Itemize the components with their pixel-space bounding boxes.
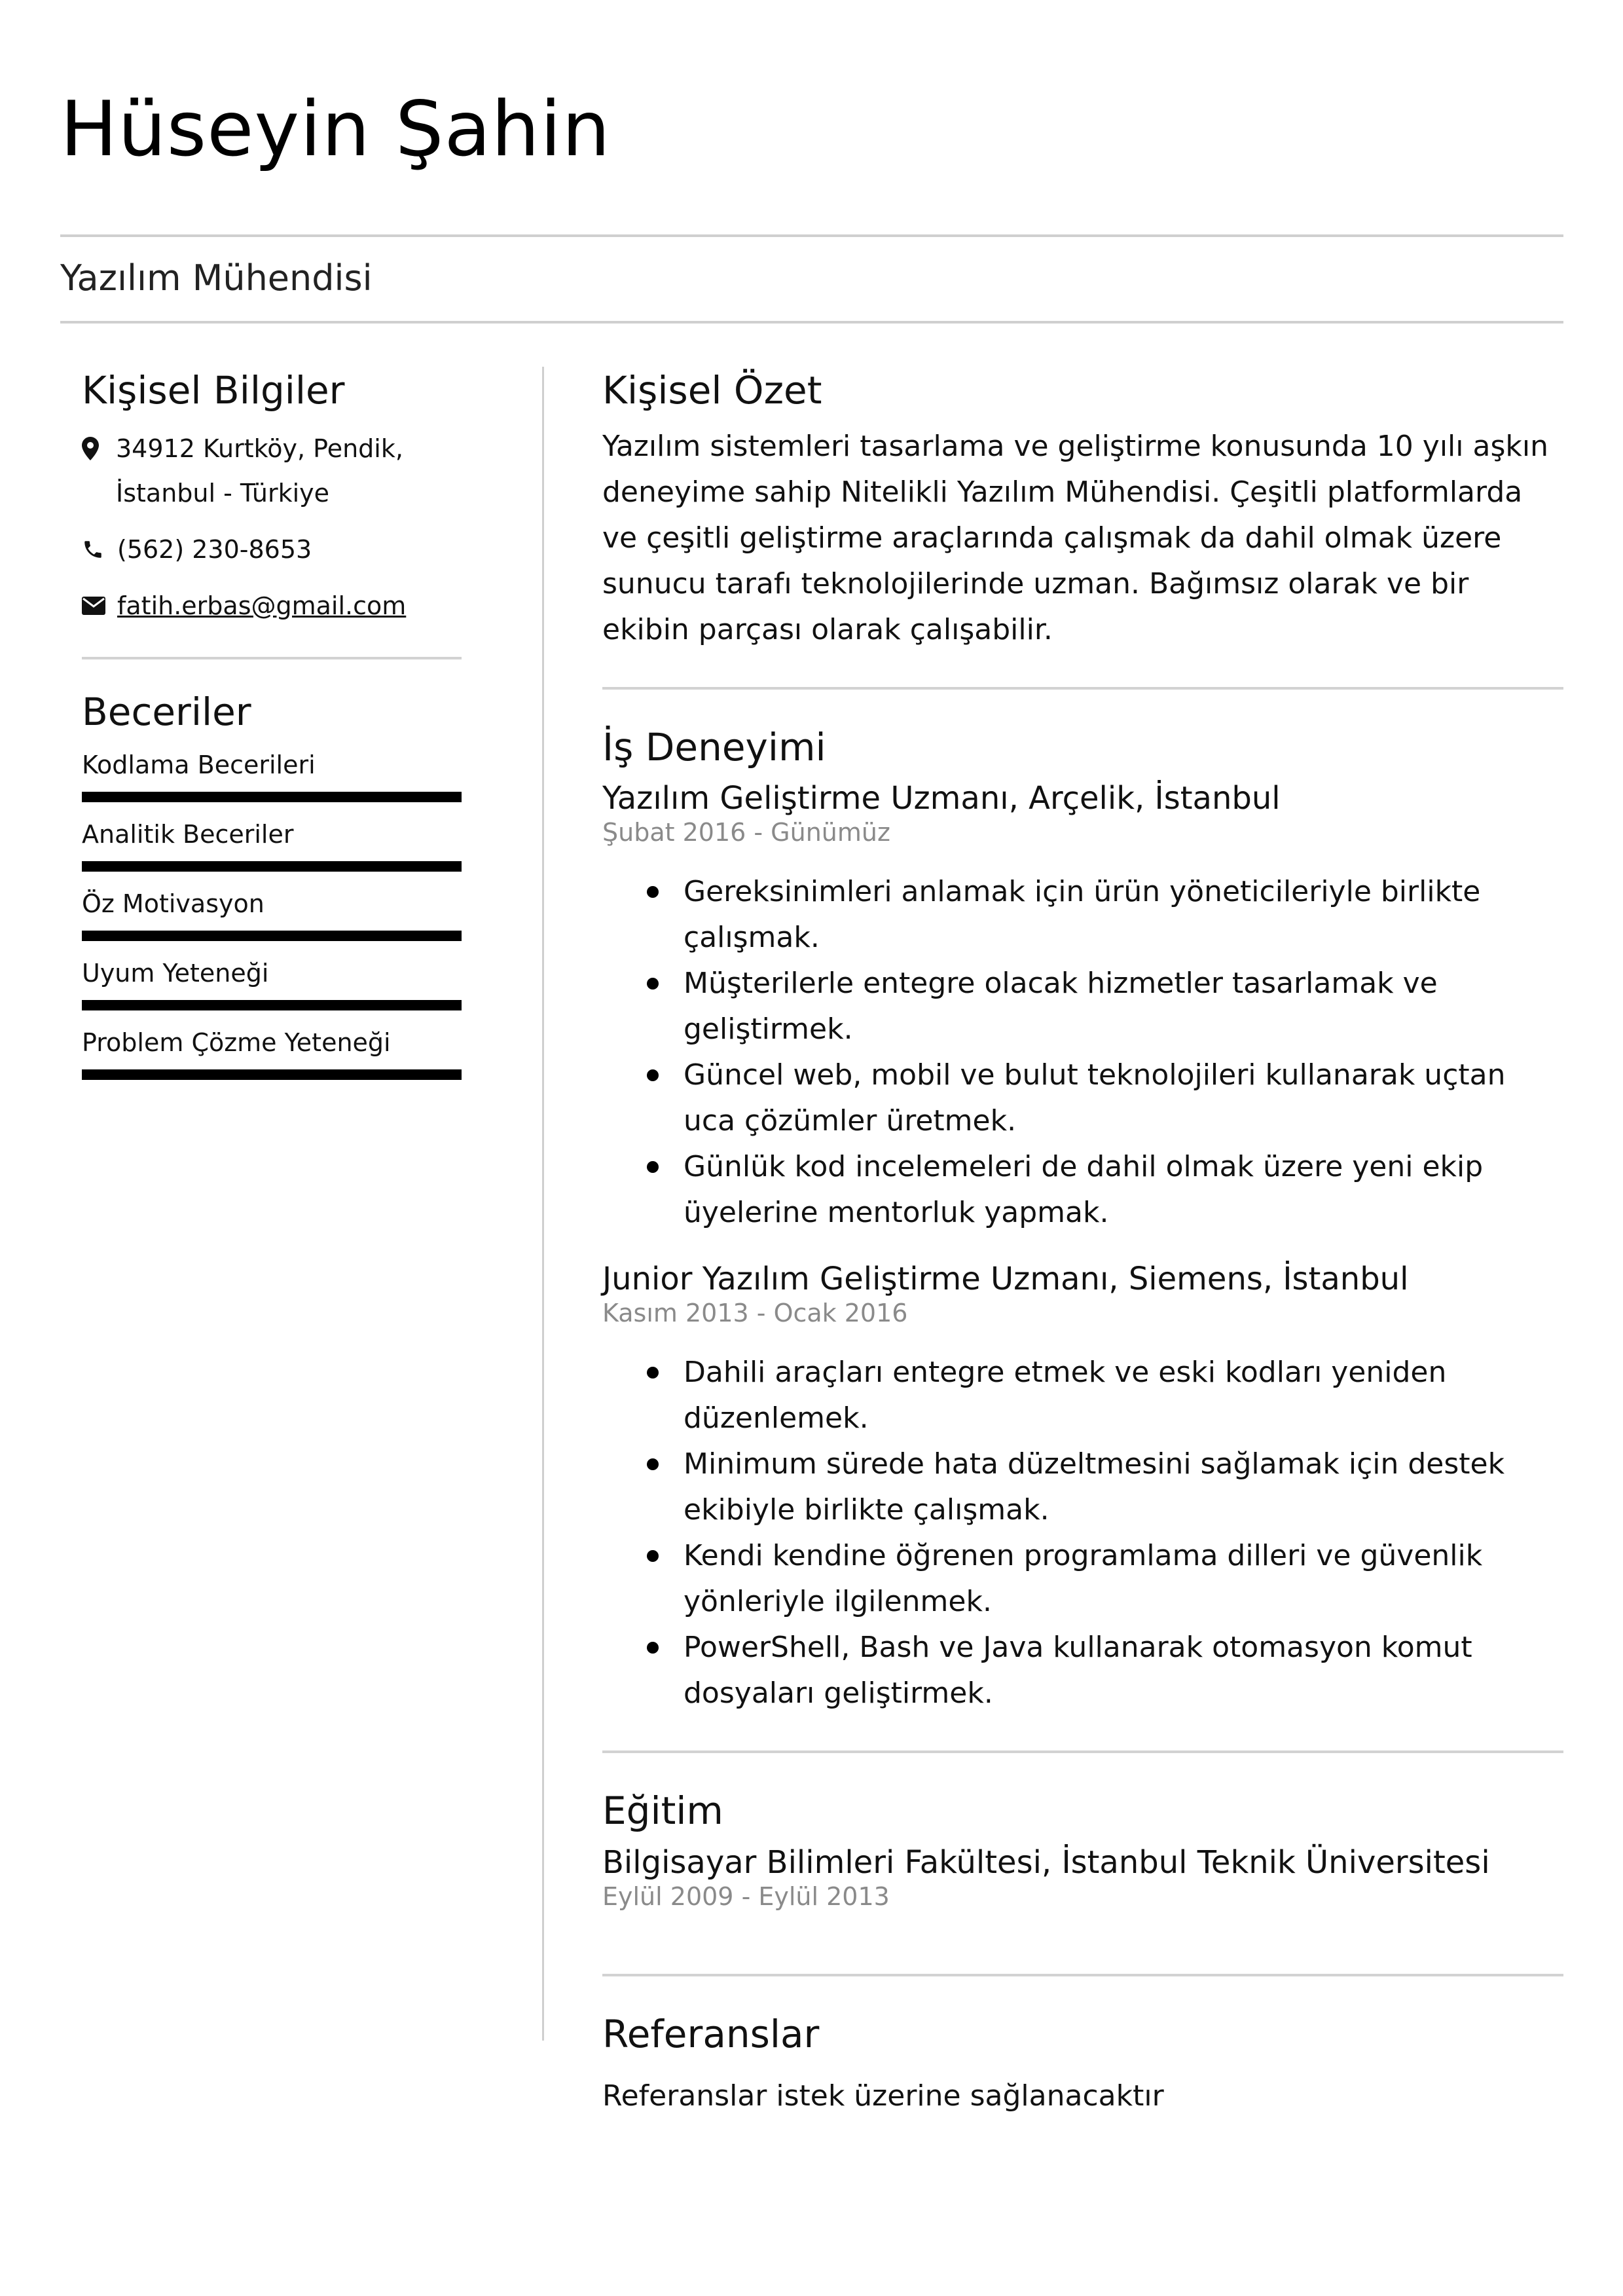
skill-label: Uyum Yeteneği <box>82 959 269 988</box>
skill-bar <box>82 861 462 872</box>
skill-bar <box>82 792 462 802</box>
list-item <box>602 1144 1563 1236</box>
email-row <box>82 583 462 628</box>
bullet-text: Müşterilerle entegre olacak hizmetler tasarlamak ve geliştirmek. <box>684 967 1438 1046</box>
job-dates: Şubat 2016 - Günümüz <box>602 818 890 847</box>
job-bullets <box>602 869 1563 1236</box>
email-link[interactable]: fatih.erbas@gmail.com <box>117 591 407 620</box>
bullet-dot-icon <box>647 1367 659 1379</box>
skill-item <box>82 819 462 872</box>
bullet-dot-icon <box>647 1069 659 1081</box>
email-link-wrapper <box>117 583 406 628</box>
envelope-icon <box>82 583 108 628</box>
list-item <box>602 1350 1563 1441</box>
personal-info-heading: Kişisel Bilgiler <box>82 368 345 413</box>
bullet-dot-icon <box>647 1642 659 1654</box>
bullet-dot-icon <box>647 1550 659 1562</box>
job-entry <box>602 779 1563 1236</box>
phone-icon <box>82 527 108 572</box>
address-line-2: İstanbul - Türkiye <box>116 478 330 508</box>
education-divider <box>602 1974 1563 1976</box>
phone-row <box>82 527 462 572</box>
job-dates: Kasım 2013 - Ocak 2016 <box>602 1299 908 1327</box>
bullet-text: Günlük kod incelemeleri de dahil olmak üzere yeni ekip üyelerine mentorluk yapmak. <box>684 1150 1484 1229</box>
header-divider-bottom <box>60 321 1563 324</box>
summary-divider <box>602 687 1563 690</box>
skill-label: Kodlama Becerileri <box>82 750 316 779</box>
bullet-text: Minimum sürede hata düzeltmesini sağlamak için destek ekibiyle birlikte çalışmak. <box>684 1447 1505 1527</box>
bullet-dot-icon <box>647 1458 659 1470</box>
bullet-dot-icon <box>647 886 659 898</box>
left-column <box>82 367 462 1080</box>
right-column <box>602 367 1563 2119</box>
address-line-1: 34912 Kurtköy, Pendik, <box>116 434 403 463</box>
list-item <box>602 961 1563 1052</box>
job-bullets <box>602 1350 1563 1716</box>
column-divider <box>542 367 544 2041</box>
list-item <box>602 1533 1563 1625</box>
education-heading: Eğitim <box>602 1788 723 1833</box>
address-row <box>82 426 462 515</box>
left-divider <box>82 657 462 659</box>
bullet-text: Gereksinimleri anlamak için ürün yöneticileriyle birlikte çalışmak. <box>684 875 1481 954</box>
job-title: Yazılım Mühendisi <box>60 257 373 299</box>
references-text: Referanslar istek üzerine sağlanacaktır <box>602 2079 1164 2113</box>
references-heading: Referanslar <box>602 2011 820 2056</box>
bullet-text: Dahili araçları entegre etmek ve eski kodları yeniden düzenlemek. <box>684 1356 1447 1435</box>
candidate-name: Hüseyin Şahin <box>60 85 611 174</box>
skill-label: Problem Çözme Yeteneği <box>82 1028 391 1057</box>
skill-item <box>82 1028 462 1080</box>
job-role: Junior Yazılım Geliştirme Uzmanı, Siemens, İstanbul <box>602 1261 1409 1297</box>
education-dates: Eylül 2009 - Eylül 2013 <box>602 1881 890 1911</box>
bullet-dot-icon <box>647 1161 659 1173</box>
summary-heading: Kişisel Özet <box>602 368 822 413</box>
skill-label: Analitik Beceriler <box>82 820 294 849</box>
list-item <box>602 1625 1563 1716</box>
experience-heading: İş Deneyimi <box>602 724 826 769</box>
skill-bar <box>82 1069 462 1080</box>
address-text <box>116 426 403 515</box>
skill-bar <box>82 931 462 941</box>
education-degree: Bilgisayar Bilimleri Fakültesi, İstanbul Teknik Üniversitesi <box>602 1843 1490 1881</box>
summary-text: Yazılım sistemleri tasarlama ve geliştirme konusunda 10 yılı aşkın deneyime sahip Nitelikli Yazılım Mühendisi. Çeşitli platformlarda ve çeşitli geliştirme araçlarında çalışmak da dahil olmak üzere sunucu tarafı teknolojilerinde uzman. Bağımsız olarak ve bir ekibin parçası olarak çalışabilir. <box>602 429 1548 646</box>
bullet-dot-icon <box>647 978 659 990</box>
job-role: Yazılım Geliştirme Uzmanı, Arçelik, İstanbul <box>602 780 1281 817</box>
job-entry <box>602 1259 1563 1716</box>
phone-number: (562) 230-8653 <box>117 534 312 564</box>
skill-item <box>82 750 462 802</box>
list-item <box>602 869 1563 961</box>
list-item <box>602 1052 1563 1144</box>
experience-divider <box>602 1750 1563 1753</box>
skill-item <box>82 958 462 1010</box>
skill-label: Öz Motivasyon <box>82 889 264 918</box>
skills-heading: Beceriler <box>82 689 251 734</box>
header-divider-top <box>60 234 1563 237</box>
bullet-text: Kendi kendine öğrenen programlama dilleri ve güvenlik yönleriyle ilgilenmek. <box>684 1539 1483 1618</box>
bullet-text: PowerShell, Bash ve Java kullanarak otomasyon komut dosyaları geliştirmek. <box>684 1631 1472 1710</box>
skill-item <box>82 889 462 941</box>
bullet-text: Güncel web, mobil ve bulut teknolojileri kullanarak uçtan uca çözümler üretmek. <box>684 1058 1506 1138</box>
list-item <box>602 1441 1563 1533</box>
location-pin-icon <box>82 426 108 471</box>
skill-bar <box>82 1000 462 1010</box>
